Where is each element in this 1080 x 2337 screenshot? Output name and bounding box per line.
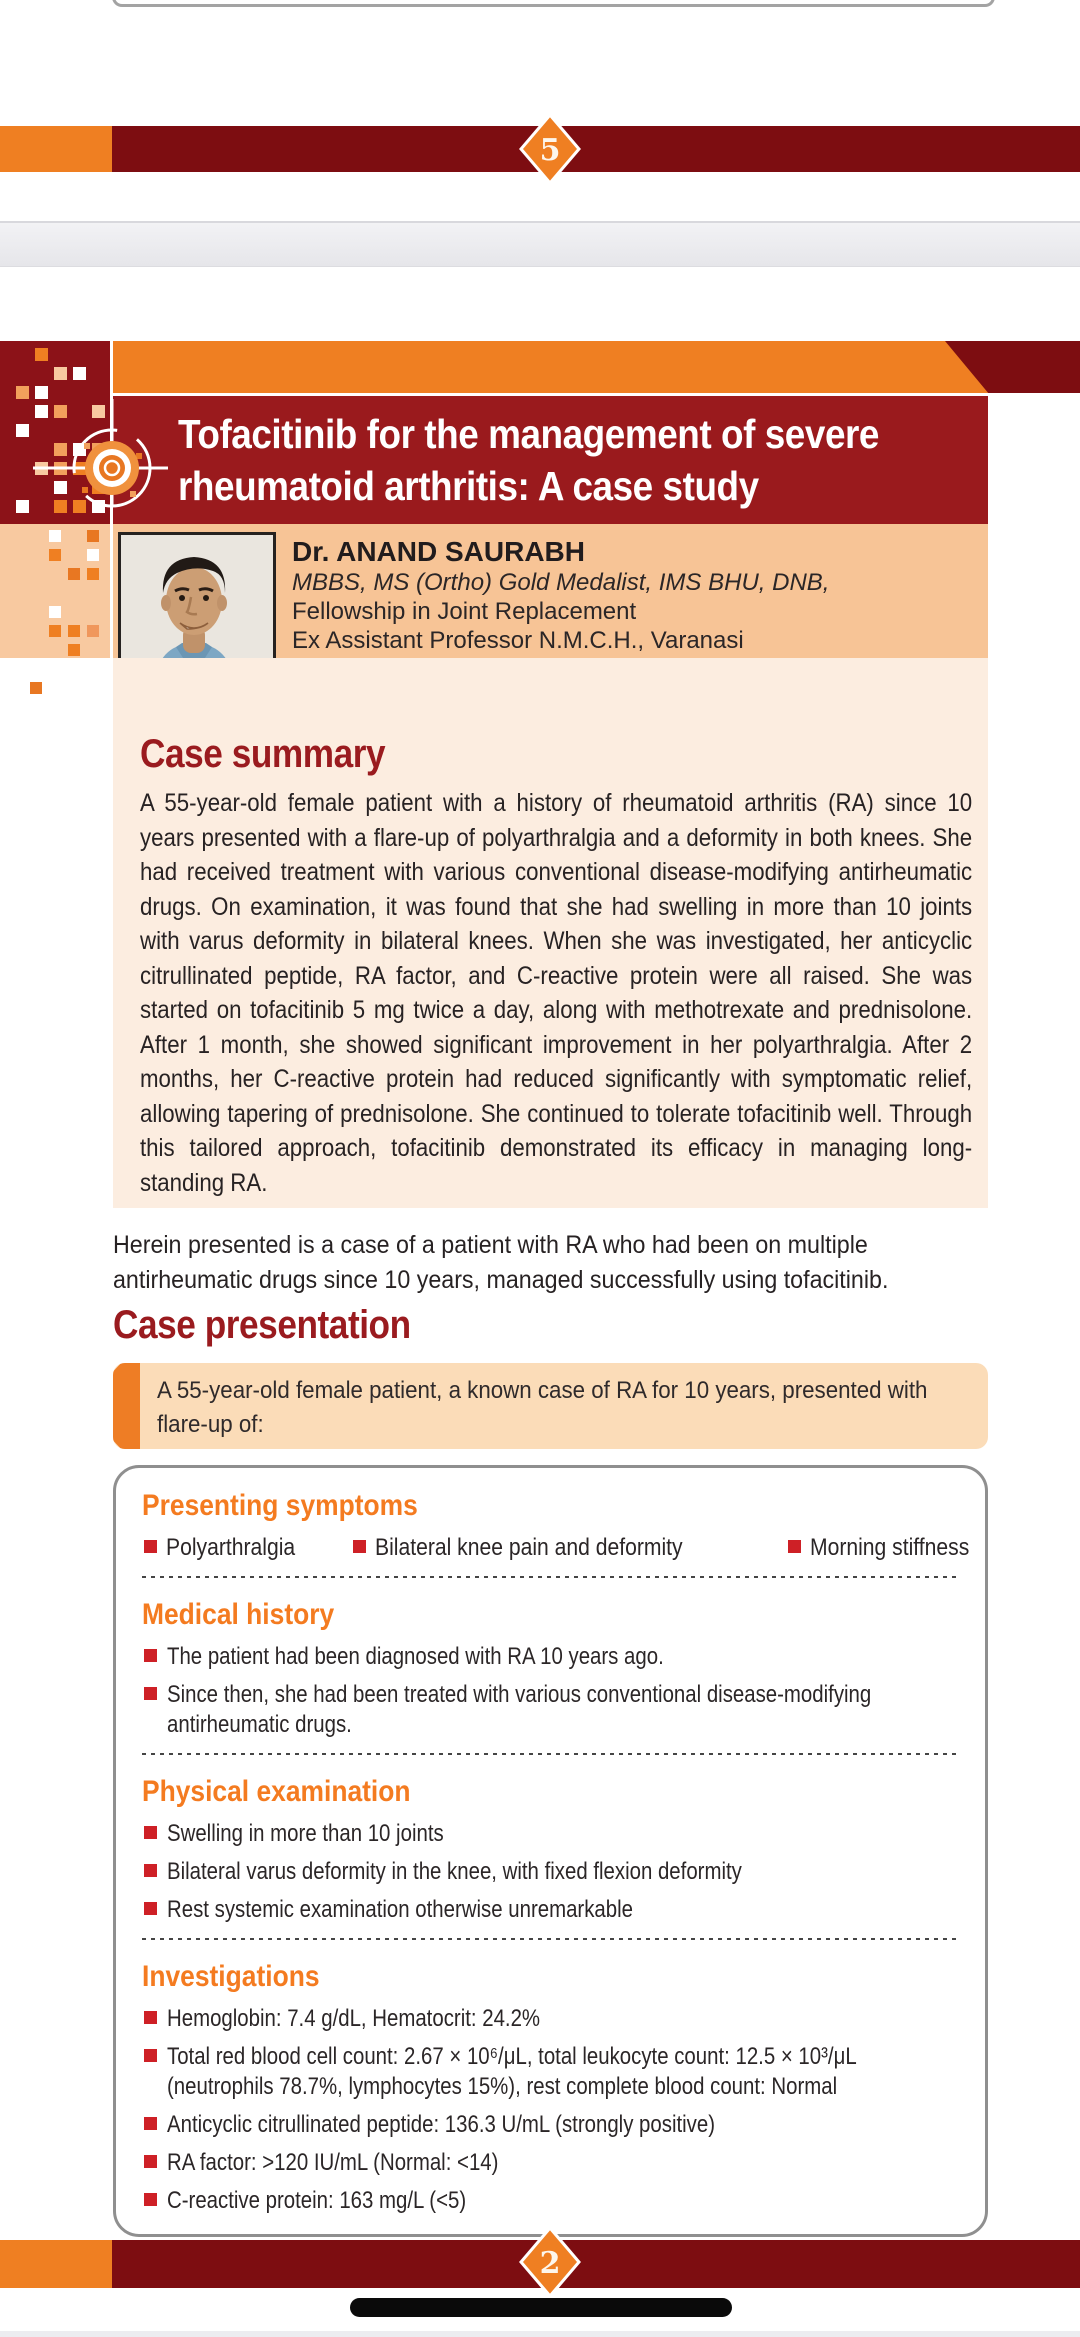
bullet-square-icon — [144, 2011, 157, 2024]
top-page-number-diamond — [518, 113, 582, 185]
section-presenting-symptoms — [142, 1480, 970, 1563]
pixel-mosaic-maroon — [16, 348, 112, 520]
article-title-band — [113, 396, 988, 524]
author-info — [292, 536, 952, 655]
bullet-square-icon — [144, 2193, 157, 2206]
exam-item: Swelling in more than 10 joints — [167, 1820, 444, 1847]
author-position: Ex Assistant Professor N.M.C.H., Varanasi — [292, 627, 744, 654]
article-title-line1: Tofacitinib for the management of severe — [178, 411, 880, 457]
bullet-square-icon — [144, 2049, 157, 2062]
page-separator-band — [0, 221, 1080, 267]
dotted-divider — [142, 1938, 959, 1940]
previous-box-bottom-edge — [112, 0, 995, 7]
clinical-details-box — [113, 1465, 988, 2237]
callout-accent-bar — [113, 1363, 140, 1449]
history-item: Since then, she had been treated with various conventional disease-modifying antirheumatic drugs. — [167, 1681, 872, 1738]
symptom-label: Morning stiffness — [810, 1534, 970, 1561]
symptom-label: Polyarthralgia — [166, 1534, 296, 1561]
bottom-bar-orange-segment — [0, 2240, 112, 2288]
physical-examination-heading: Physical examination — [142, 1775, 411, 1808]
author-credentials: MBBS, MS (Ortho) Gold Medalist, IMS BHU, DNB, — [292, 569, 830, 596]
medical-history-heading: Medical history — [142, 1598, 335, 1631]
bullet-square-icon — [353, 1540, 366, 1553]
author-name: Dr. ANAND SAURABH — [292, 536, 585, 567]
list-item — [142, 2042, 959, 2102]
list-item — [142, 1857, 959, 1887]
list-item — [142, 2004, 959, 2034]
header-orange-band — [113, 341, 1080, 393]
section-medical-history — [142, 1589, 959, 1740]
header-corner-accent — [945, 341, 1080, 393]
case-summary-body: A 55-year-old female patient with a history of rheumatoid arthritis (RA) since 10 years presented with a flare-up of polyarthralgia and a deformity in both knees. She had received treatment with various conventional disease-modifying antirheumatic drugs. On examination, it was found that she had swelling in more than 10 joints with varus deformity in bilateral knees. When she was investigated, her anticyclic citrullinated peptide, RA factor, and C-reactive protein were all raised. She was started on tofacitinib 5 mg twice a day, along with methotrexate and prednisolone. After 1 month, she showed significant improvement in her polyarthralgia. After 2 months, her C-reactive protein had reduced significantly with symptomatic relief, allowing tapering of prednisolone. She continued to tolerate tofacitinib well. Through this tailored approach, tofacitinib demonstrated its efficacy in managing long-standing RA. — [140, 789, 973, 1197]
list-item — [786, 1533, 991, 1563]
list-item — [142, 1895, 959, 1925]
bullet-square-icon — [144, 1826, 157, 1839]
bullet-square-icon — [144, 2117, 157, 2130]
intro-paragraph: Herein presented is a case of a patient with RA who had been on multiple antirheumatic drugs since 10 years, managed successfully using tofacitinib. — [113, 1231, 889, 1294]
dotted-divider — [142, 1753, 959, 1755]
list-item — [142, 2148, 959, 2178]
case-presentation-heading-wrap — [113, 1303, 451, 1347]
list-item — [142, 1819, 959, 1849]
list-item — [351, 1533, 725, 1563]
bullet-square-icon — [144, 1649, 157, 1662]
section-physical-examination — [142, 1766, 959, 1925]
section-investigations — [142, 1951, 959, 2216]
top-bar-orange-segment — [0, 126, 112, 172]
case-summary-box — [113, 658, 988, 1208]
list-item — [142, 1642, 959, 1672]
pixel-mosaic-peach — [30, 530, 112, 698]
bullet-square-icon — [144, 1902, 157, 1915]
list-item — [142, 2186, 959, 2216]
bullet-square-icon — [144, 1864, 157, 1877]
bottom-page-number-diamond — [518, 2226, 582, 2298]
investigation-item: C-reactive protein: 163 mg/L (<5) — [167, 2187, 467, 2214]
case-presentation-heading: Case presentation — [113, 1303, 411, 1347]
page-number-bottom: 2 — [539, 2246, 561, 2281]
exam-item: Rest systemic examination otherwise unremarkable — [167, 1896, 633, 1923]
page-number-top: 5 — [539, 133, 561, 168]
list-item — [142, 1533, 313, 1563]
dotted-divider — [142, 1576, 959, 1578]
highlight-callout — [113, 1363, 988, 1449]
symptom-label: Bilateral knee pain and deformity — [374, 1534, 683, 1561]
investigation-item: RA factor: >120 IU/mL (Normal: <14) — [167, 2149, 499, 2176]
author-fellowship: Fellowship in Joint Replacement — [292, 598, 637, 625]
callout-text: A 55-year-old female patient, a known case of RA for 10 years, presented with flare-up of: — [157, 1377, 928, 1438]
bullet-square-icon — [144, 1687, 157, 1700]
symptoms-row — [142, 1533, 970, 1563]
home-indicator[interactable] — [350, 2298, 732, 2317]
investigation-item: Total red blood cell count: 2.67 × 10⁶/μL, total leukocyte count: 12.5 × 10³/μL (neutrophils 78.7%, lymphocytes 15%), rest complete blood count: Normal — [167, 2043, 856, 2100]
investigations-heading: Investigations — [142, 1960, 320, 1993]
list-item — [142, 2110, 959, 2140]
list-item — [142, 1680, 959, 1740]
bullet-square-icon — [144, 2155, 157, 2168]
screen-bottom-edge — [0, 2331, 1080, 2337]
bullet-square-icon — [144, 1540, 157, 1553]
presenting-symptoms-heading: Presenting symptoms — [142, 1489, 418, 1522]
history-item: The patient had been diagnosed with RA 10 years ago. — [167, 1643, 664, 1670]
article-title-line2: rheumatoid arthritis: A case study — [178, 463, 759, 509]
exam-item: Bilateral varus deformity in the knee, with fixed flexion deformity — [167, 1858, 742, 1885]
investigation-item: Anticyclic citrullinated peptide: 136.3 U/mL (strongly positive) — [167, 2111, 716, 2138]
investigation-item: Hemoglobin: 7.4 g/dL, Hematocrit: 24.2% — [167, 2005, 541, 2032]
bullet-square-icon — [788, 1540, 801, 1553]
case-summary-heading: Case summary — [140, 732, 386, 776]
